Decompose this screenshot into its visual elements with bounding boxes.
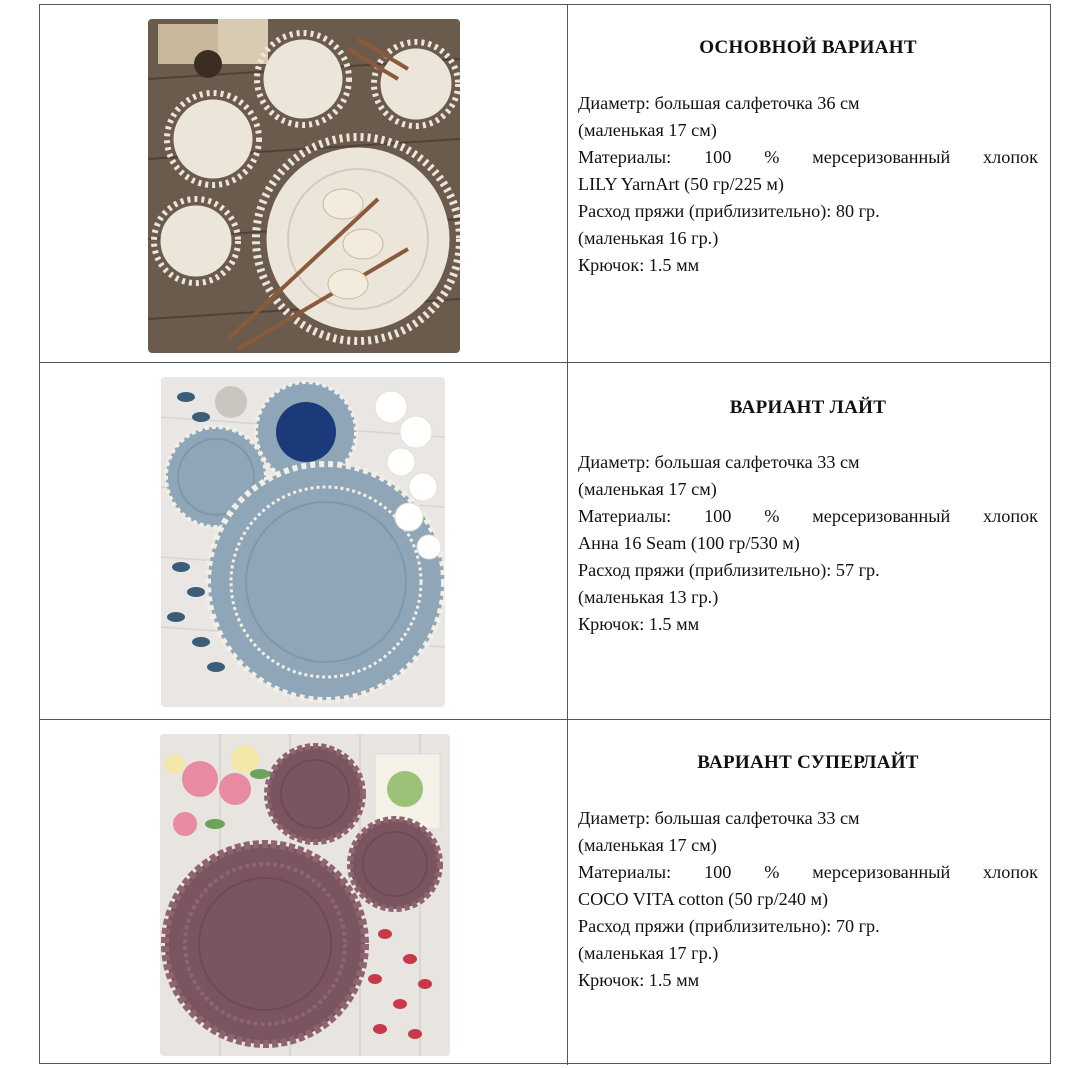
text-cell xyxy=(568,720,1050,1065)
variant-row-light xyxy=(40,363,1050,720)
diameter-line: Диаметр: большая салфеточка 36 см xyxy=(578,93,860,113)
hook-line: Крючок: 1.5 мм xyxy=(578,255,700,275)
small-diameter-line: (маленькая 17 см) xyxy=(578,835,717,855)
hook-line: Крючок: 1.5 мм xyxy=(578,614,700,634)
variant-title: ВАРИАНТ СУПЕРЛАЙТ xyxy=(697,752,919,773)
diameter-line: Диаметр: большая салфеточка 33 см xyxy=(578,452,860,472)
small-diameter-line: (маленькая 17 см) xyxy=(578,120,717,140)
variant-row-basic xyxy=(40,5,1050,363)
diameter-line: Диаметр: большая салфеточка 33 см xyxy=(578,808,860,828)
yarn-line: COCO VITA cotton (50 гр/240 м) xyxy=(578,889,829,909)
yarn-line: Анна 16 Seam (100 гр/530 м) xyxy=(578,533,800,553)
blue-doilies-photo xyxy=(161,377,445,707)
small-consumption-line: (маленькая 13 гр.) xyxy=(578,587,719,607)
variant-description xyxy=(578,449,1038,638)
image-cell xyxy=(40,720,568,1065)
variants-table xyxy=(39,4,1051,1064)
yarn-line: LILY YarnArt (50 гр/225 м) xyxy=(578,174,784,194)
image-cell xyxy=(40,363,568,719)
text-cell xyxy=(568,363,1050,719)
variant-description xyxy=(578,805,1038,994)
materials-line: Материалы: 100 % мерсеризованный хлопок xyxy=(578,506,1038,526)
variant-title: ВАРИАНТ ЛАЙТ xyxy=(729,397,887,418)
mauve-doilies-photo xyxy=(160,734,450,1056)
variant-row-superlight xyxy=(40,720,1050,1065)
materials-line: Материалы: 100 % мерсеризованный хлопок xyxy=(578,862,1038,882)
consumption-line: Расход пряжи (приблизительно): 57 гр. xyxy=(578,560,880,580)
text-cell xyxy=(568,5,1050,362)
variant-description xyxy=(578,90,1038,279)
consumption-line: Расход пряжи (приблизительно): 80 гр. xyxy=(578,201,880,221)
small-diameter-line: (маленькая 17 см) xyxy=(578,479,717,499)
small-consumption-line: (маленькая 17 гр.) xyxy=(578,943,719,963)
hook-line: Крючок: 1.5 мм xyxy=(578,970,700,990)
materials-line: Материалы: 100 % мерсеризованный хлопок xyxy=(578,147,1038,167)
consumption-line: Расход пряжи (приблизительно): 70 гр. xyxy=(578,916,880,936)
image-cell xyxy=(40,5,568,362)
small-consumption-line: (маленькая 16 гр.) xyxy=(578,228,719,248)
white-lace-doilies-photo xyxy=(148,19,460,353)
variant-title: ОСНОВНОЙ ВАРИАНТ xyxy=(699,37,917,58)
